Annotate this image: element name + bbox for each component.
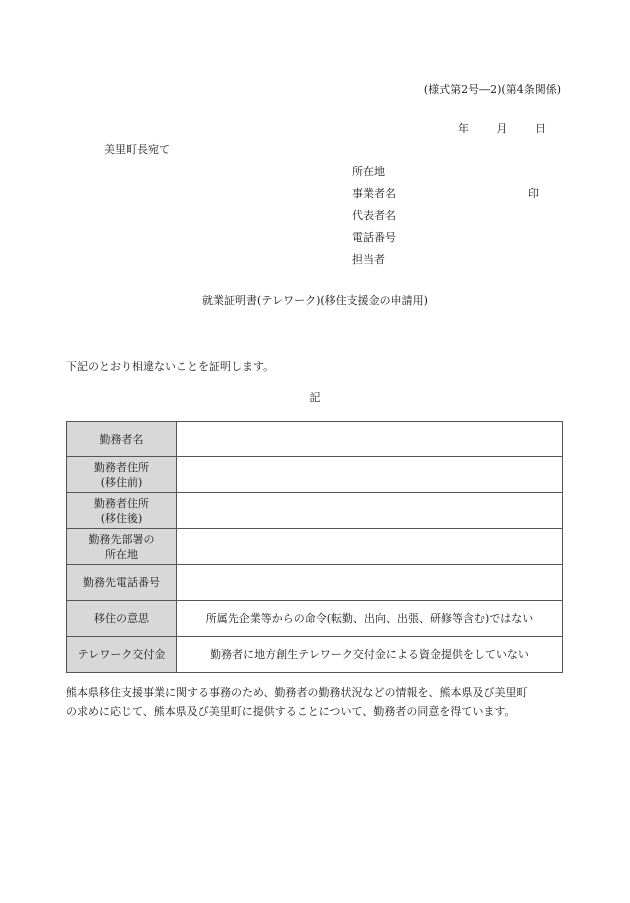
row-label: 勤務者住所 (移住後) <box>67 493 177 529</box>
certification-statement: 下記のとおり相違ないことを証明します。 <box>66 360 275 373</box>
row-value-field[interactable] <box>177 457 563 493</box>
sender-business-name: 事業者名 印 <box>352 187 539 200</box>
row-label: テレワーク交付金 <box>67 637 177 673</box>
date-day-label: 日 <box>535 122 546 135</box>
sender-contact-person: 担当者 <box>352 253 385 266</box>
document-title: 就業証明書(テレワーク)(移住支援金の申請用) <box>202 294 428 307</box>
sender-block <box>352 164 552 274</box>
row-value-field[interactable] <box>177 565 563 601</box>
row-value-field[interactable]: 勤務者に地方創生テレワーク交付金による資金提供をしていない <box>177 637 563 673</box>
row-label: 勤務先部署の 所在地 <box>67 529 177 565</box>
row-value-field[interactable] <box>177 529 563 565</box>
table-row <box>67 637 563 673</box>
seal-mark: 印 <box>528 187 539 200</box>
row-value-field[interactable] <box>177 422 563 457</box>
form-number: (様式第2号―2)(第4条関係) <box>423 83 561 96</box>
addressee: 美里町長宛て <box>104 143 170 156</box>
consent-notice-line-2: の求めに応じて、熊本県及び美里町に提供することについて、勤務者の同意を得ています。 <box>66 705 516 718</box>
ki-heading: 記 <box>309 391 321 404</box>
consent-notice <box>66 683 566 721</box>
row-label: 勤務者名 <box>67 422 177 457</box>
table-row <box>67 529 563 565</box>
date-line <box>458 120 570 136</box>
row-label: 移住の意思 <box>67 601 177 637</box>
row-label: 勤務者住所 (移住前) <box>67 457 177 493</box>
table-row <box>67 601 563 637</box>
row-value-field[interactable] <box>177 493 563 529</box>
table-row <box>67 565 563 601</box>
table-row <box>67 493 563 529</box>
table-row <box>67 457 563 493</box>
date-year-label: 年 <box>458 122 469 135</box>
employment-info-table <box>66 421 563 673</box>
row-label: 勤務先電話番号 <box>67 565 177 601</box>
date-month-label: 月 <box>496 122 508 135</box>
sender-phone: 電話番号 <box>352 231 396 244</box>
sender-location: 所在地 <box>352 165 385 178</box>
table-row <box>67 422 563 457</box>
consent-notice-line-1: 熊本県移住支援事業に関する事務のため、勤務者の勤務状況などの情報を、熊本県及び美里町 <box>66 686 528 699</box>
sender-representative: 代表者名 <box>352 209 396 222</box>
row-value-field[interactable]: 所属先企業等からの命令(転勤、出向、出張、研修等含む)ではない <box>177 601 563 637</box>
